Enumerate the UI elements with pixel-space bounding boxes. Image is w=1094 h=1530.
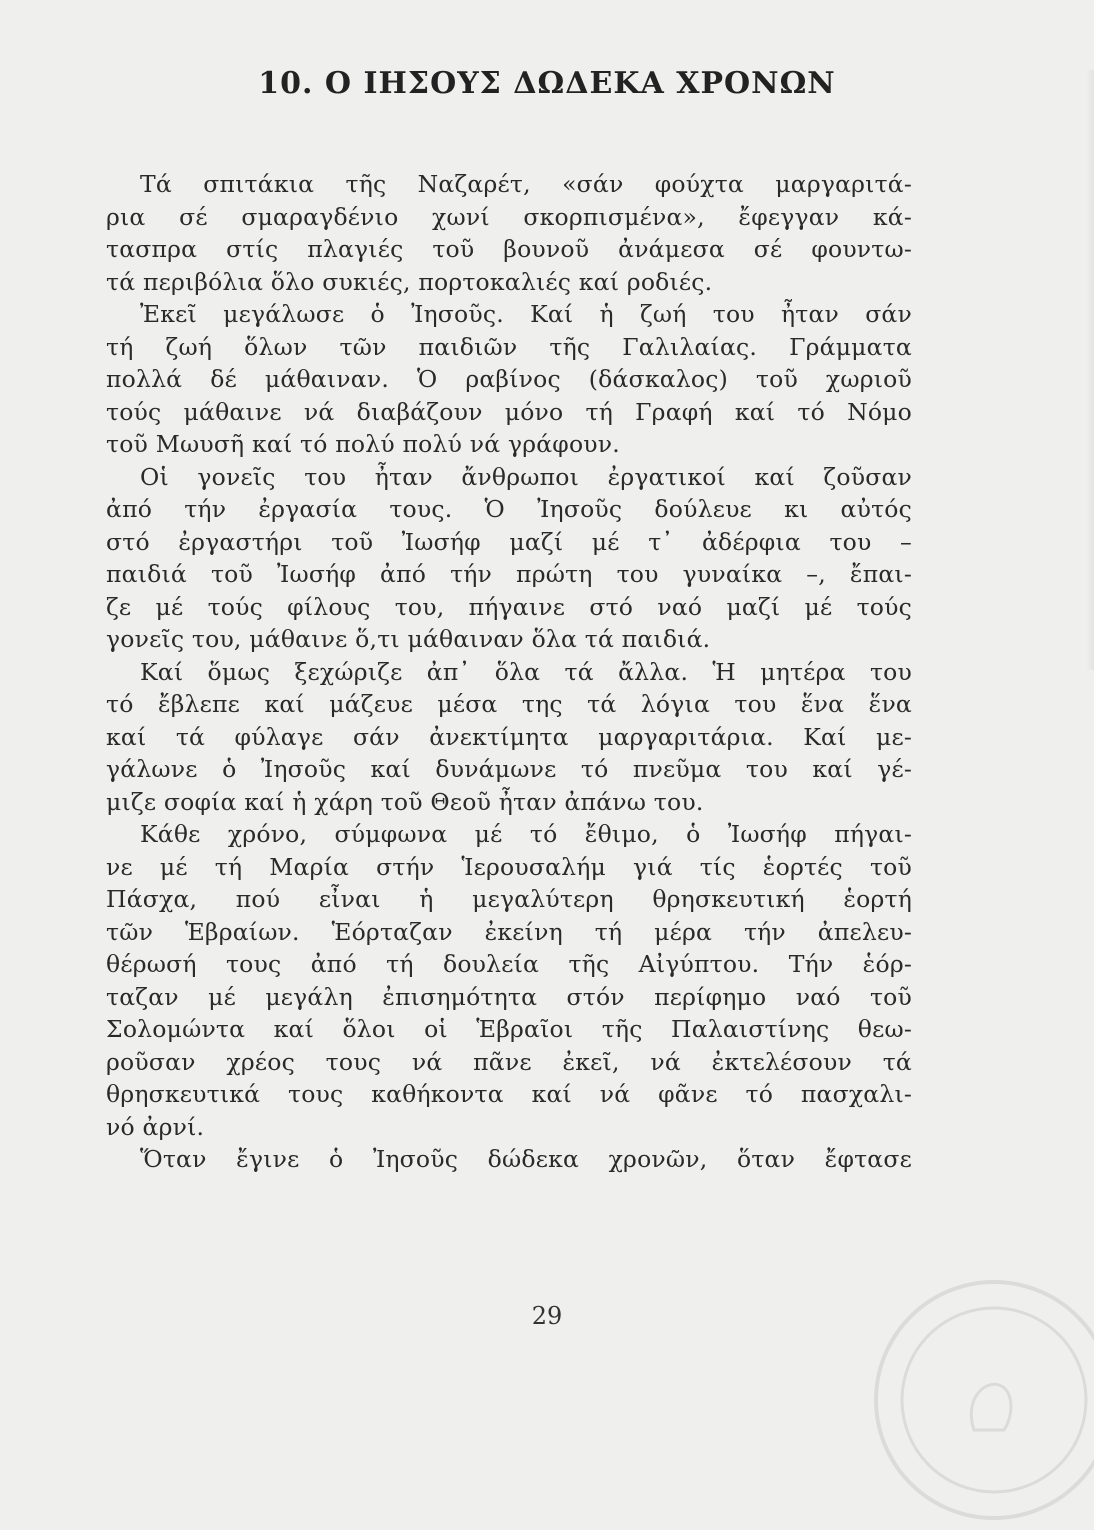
text-line: ἀπό τήν ἐργασία τους. Ὁ Ἰησοῦς δούλευε κι αὐτός xyxy=(106,495,912,523)
text-line: νε μέ τή Μαρία στήν Ἱερουσαλήμ γιά τίς ἑορτές τοῦ xyxy=(106,852,912,881)
text-line: γάλωνε ὁ Ἰησοῦς καί δυνάμωνε τό πνεῦμα του καί γέ- xyxy=(106,755,912,783)
text-line: τά περιβόλια ὅλο συκιές, πορτοκαλιές καί ροδιές. xyxy=(106,267,713,296)
text-line: γονεῖς του, μάθαινε ὅ,τι μάθαιναν ὅλα τά παιδιά. xyxy=(106,625,711,653)
text-line: μιζε σοφία καί ἡ χάρη τοῦ Θεοῦ ἦταν ἀπάνω του. xyxy=(106,787,704,816)
text-line: Ὅταν ἔγινε ὁ Ἰησοῦς δώδεκα χρονῶν, ὅταν ἔφτασε xyxy=(140,1145,912,1173)
body-text xyxy=(106,168,912,1176)
text-line: ροῦσαν χρέος τους νά πᾶνε ἐκεῖ, νά ἐκτελέσουν τά xyxy=(106,1047,912,1076)
page-number: 29 xyxy=(531,1302,563,1330)
text-line: στό ἐργαστήρι τοῦ Ἰωσήφ μαζί μέ τ᾽ ἀδέρφια του – xyxy=(106,527,912,556)
text-line: τή ζωή ὅλων τῶν παιδιῶν τῆς Γαλιλαίας. Γράμματα xyxy=(106,332,912,361)
text-line: τασπρα στίς πλαγιές τοῦ βουνοῦ ἀνάμεσα σέ φουντω- xyxy=(106,235,912,263)
text-line: Τά σπιτάκια τῆς Ναζαρέτ, «σάν φούχτα μαργαριτά- xyxy=(140,170,912,198)
text-line: Πάσχα, πού εἶναι ἡ μεγαλύτερη θρησκευτική ἑορτή xyxy=(106,885,912,913)
text-line: Σολομώντα καί ὅλοι οἱ Ἑβραῖοι τῆς Παλαιστίνης θεω- xyxy=(106,1015,912,1043)
text-line: νό ἀρνί. xyxy=(106,1112,205,1141)
text-line: παιδιά τοῦ Ἰωσήφ ἀπό τήν πρώτη του γυναίκα –, ἔπαι- xyxy=(106,560,912,588)
text-line: θέρωσή τους ἀπό τή δουλεία τῆς Αἰγύπτου. Τήν ἑόρ- xyxy=(106,950,912,978)
text-line: ταζαν μέ μεγάλη ἐπισημότητα στόν περίφημο ναό τοῦ xyxy=(106,982,912,1011)
text-line: Ἐκεῖ μεγάλωσε ὁ Ἰησοῦς. Καί ἡ ζωή του ἦταν σάν xyxy=(140,300,912,328)
text-line: θρησκευτικά τους καθήκοντα καί νά φᾶνε τό πασχαλι- xyxy=(106,1080,912,1108)
text-line: Καί ὅμως ξεχώριζε ἀπ᾽ ὅλα τά ἄλλα. Ἡ μητέρα του xyxy=(140,657,912,686)
text-line: ζε μέ τούς φίλους του, πήγαινε στό ναό μαζί μέ τούς xyxy=(106,592,912,621)
text-line: Οἱ γονεῖς του ἦταν ἄνθρωποι ἐργατικοί καί ζοῦσαν xyxy=(140,462,912,491)
text-line: τοῦ Μωυσῆ καί τό πολύ πολύ νά γράφουν. xyxy=(106,430,620,458)
text-line: καί τά φύλαγε σάν ἀνεκτίμητα μαργαριτάρια. Καί με- xyxy=(106,722,912,751)
library-stamp-icon xyxy=(864,1270,1094,1530)
facing-page-bleed-through xyxy=(1086,70,1094,670)
text-line: τό ἔβλεπε καί μάζευε μέσα της τά λόγια του ἕνα ἕνα xyxy=(106,690,912,718)
text-line: ρια σέ σμαραγδένιο χωνί σκορπισμένα», ἔφεγγαν κά- xyxy=(106,202,912,231)
text-line: τούς μάθαινε νά διαβάζουν μόνο τή Γραφή καί τό Νόμο xyxy=(106,397,912,426)
text-line: πολλά δέ μάθαιναν. Ὁ ραβίνος (δάσκαλος) τοῦ χωριοῦ xyxy=(106,365,912,393)
text-line: τῶν Ἑβραίων. Ἑόρταζαν ἐκείνη τή μέρα τήν ἀπελευ- xyxy=(106,917,912,946)
chapter-title: 10. Ο ΙΗΣΟΥΣ ΔΩΔΕΚΑ ΧΡΟΝΩΝ xyxy=(258,66,836,101)
text-line: Κάθε χρόνο, σύμφωνα μέ τό ἔθιμο, ὁ Ἰωσήφ πήγαι- xyxy=(140,820,912,848)
